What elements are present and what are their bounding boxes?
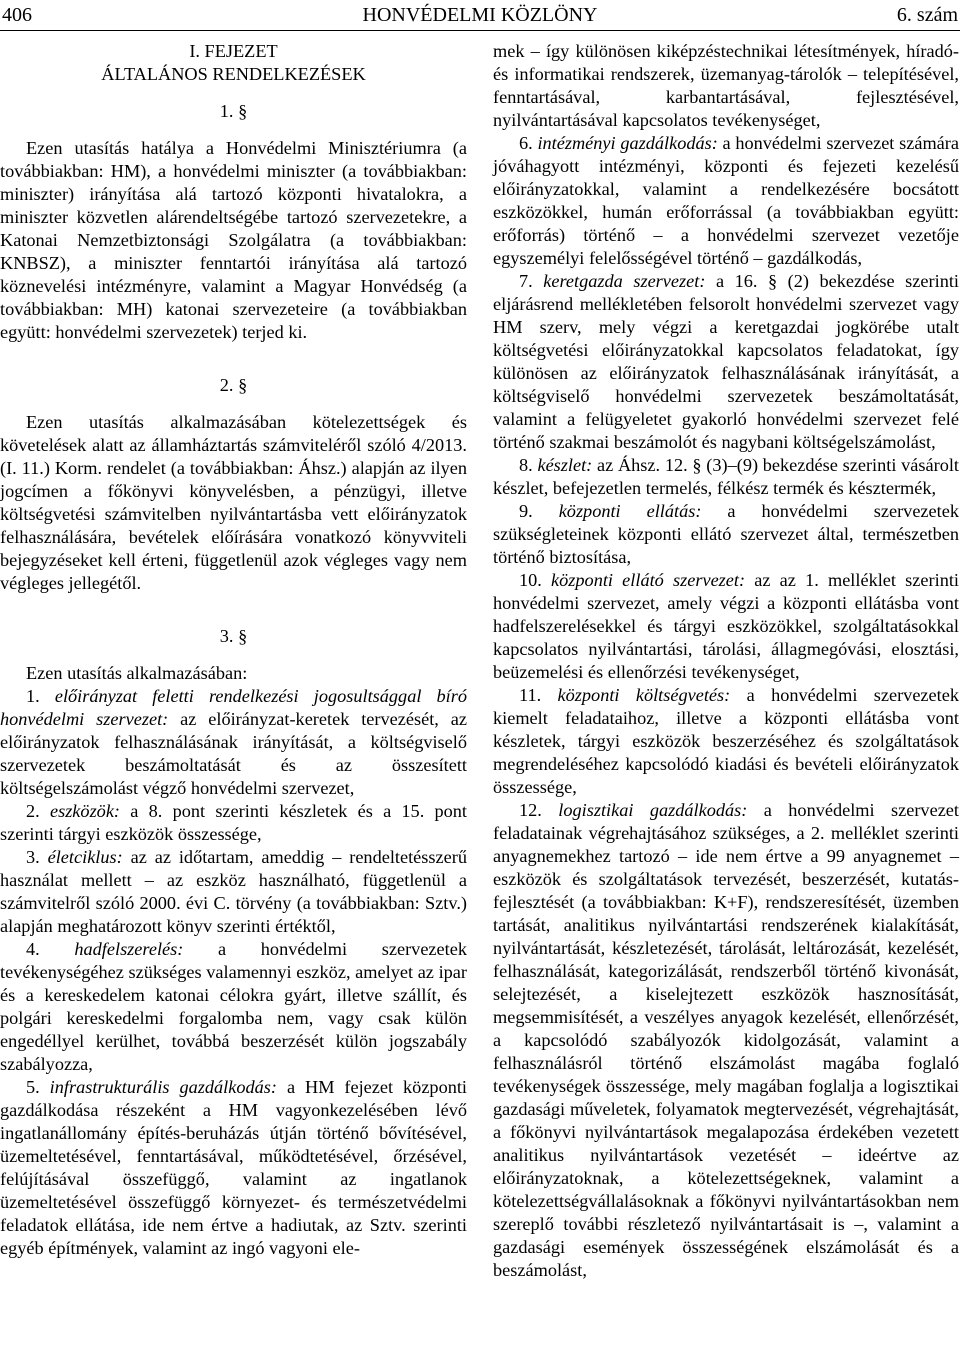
definition-number: 8. [519, 455, 533, 475]
definition-text: a honvédelmi szervezetek szükségleteinek központi ellátó szervezet által, természetben történő biztosítása, [493, 501, 959, 567]
definition-6 [493, 132, 959, 270]
definition-4 [0, 938, 467, 1076]
section-2-heading: 2. § [219, 375, 248, 395]
definition-10 [493, 569, 959, 684]
section-3-heading: 3. § [219, 626, 248, 646]
section-2-text: Ezen utasítás alkalmazásában kötelezettségek és követelések alatt az államháztartás számviteléről szóló 4/2013. (I. 11.) Korm. rendelet (a továbbiakban: Áhsz.) alapján az ilyen jogcímen a főkönyvi könyvelésben, a pénzügyi, illetve költségvetési számvitelben nyilvántartásba vett előirányzatok felhasználására, bevételek előírására vonatkozó könyvviteli bejegyzéseket kell érteni, függetlenül azok végleges vagy nem végleges jellegétől. [0, 412, 467, 593]
definition-number: 9. [519, 501, 533, 521]
definition-3 [0, 846, 467, 938]
definition-11 [493, 684, 959, 799]
right-column [493, 40, 959, 1282]
issue-number: 6. szám [896, 4, 958, 26]
definition-text: a HM fejezet központi gazdálkodása részeként a HM vagyonkezelésében lévő ingatlanállomány építés-beruházás útján történő bővítésével, üzemeltetésével, fenntartásával, működtetésével, őrzésével, felújításával összefüggő, valamint az ingatlanok üzemeltetésével összefüggő környezet- és természetvédelmi feladatok ellátása, ide nem értve a hadiutak, az Sztv. szerinti egyéb építmények, valamint az ingó vagyoni ele- [0, 1077, 468, 1258]
definition-term: keretgazda szervezet: [543, 271, 706, 291]
definition-number: 3. [26, 847, 40, 867]
definition-term: központi ellátás: [558, 501, 702, 521]
journal-title: HONVÉDELMI KÖZLÖNY [362, 4, 598, 26]
definition-number: 4. [26, 939, 40, 959]
definition-text: a honvédelmi szervezetek kiemelt feladataihoz, illetve a központi ellátásba vont készletek, tárgyi eszközök beszerzéséhez és szolgáltatások megrendeléséhez kapcsolódó kiadási és bevételi előirányzatok összessége, [493, 685, 959, 797]
definition-number: 5. [26, 1077, 40, 1097]
definition-text: a 8. pont szerinti készletek és a 15. pont szerinti tárgyi eszközök összessége, [0, 801, 468, 844]
definition-number: 12. [519, 800, 542, 820]
definition-1 [0, 685, 467, 800]
running-header [0, 0, 960, 30]
definition-number: 11. [519, 685, 542, 705]
section-1-text: Ezen utasítás hatálya a Honvédelmi Minisztériumra (a továbbiakban: HM), a honvédelmi miniszter (a továbbiakban: miniszter) irányítása alá tartozó központi hivatalokra, a miniszter közvetlen alárendeltségébe tartozó szervezetekre, a Katonai Nemzetbiztonsági Szolgálatra (a továbbiakban: KNBSZ), a miniszter fenntartói irányítása alá tartozó köznevelési intézményre, valamint a Magyar Honvédség (a továbbiakban: MH) katonai szervezeteire (a továbbiakban együtt: honvédelmi szervezetek) terjed ki. [0, 138, 467, 342]
definition-term: életciklus: [47, 847, 123, 867]
header-rule-right [480, 30, 960, 31]
definition-number: 7. [519, 271, 533, 291]
definition-term: központi ellátó szervezet: [551, 570, 746, 590]
definition-text: a 16. § (2) bekezdése szerinti eljárásrend mellékletében felsorolt honvédelmi szervezet vagy HM szerv, mely végzi a keretgazdai jogkörébe utalt költségvetési előirányzatokkal kapcsolatos feladatokat, így különösen az előirányzatok felhasználásának irányítását, a költségviselő honvédelmi szervezetek beszámoltatását, valamint a felügyeletet gyakorló honvédelmi szervezet felé történő szakmai beszámolót és nagybani költségelszámolást, [493, 271, 959, 452]
definition-text: az az 1. melléklet szerinti honvédelmi szervezet, amely végzi a központi ellátásba vont hadfelszerelésekkel és tárgyi eszközökkel, szolgáltatásokkal kapcsolatos nyilvántartási, tárolási, állagmegóvási, elosztási, beüzemelési és ellenőrzési tevékenységet, [493, 570, 959, 682]
definition-5 [0, 1076, 467, 1260]
definition-term: központi költségvetés: [557, 685, 731, 705]
definition-text: az Áhsz. 12. § (3)–(9) bekezdése szerinti vásárolt készlet, befejezetlen termelés, félkész termék és késztermék, [493, 455, 959, 498]
definition-text: az előirányzat-keretek tervezését, az előirányzatok felhasználásának irányítását, a költségviselő szervezetek beszámoltatását és az összesített költségelszámolást végző honvédelmi szervezet, [0, 709, 467, 798]
definition-term: hadfelszerelés: [74, 939, 184, 959]
definition-term: intézményi gazdálkodás: [537, 133, 718, 153]
definition-7 [493, 270, 959, 454]
page-number: 406 [2, 4, 32, 26]
section-3-intro: Ezen utasítás alkalmazásában: [26, 663, 248, 683]
definition-text: a honvédelmi szervezet feladatainak végrehajtásához szükséges, a 2. melléklet szerinti anyagnemekhez tartozó – ide nem értve a 99 anyagnemet – eszközök és szolgáltatások tervezését, beszerzését, kutatás-fejlesztését (a továbbiakban: K+F), rendszeresítését, üzemben tartását, analitikus nyilvántartási rendszerének kialakítását, nyilvántartását, készletezését, tárolását, leltározását, kezelését, felhasználását, kategorizálását, rendszerből történő kivonását, selejtezését, a kiselejtezett eszközök hasznosítását, megsemmisítését, a veszélyes anyagok kezelését, ellenőrzését, a kapcsolódó szabályozók kidolgozását, valamint a felhasználásról történő elszámolást magába foglaló tevékenységek összessége, mely magában foglalja a logisztikai gazdasági műveletek, folyamatok megtervezését, végrehajtását, a főkönyvi nyilvántartások megalapozása érdekében vezetett analitikus nyilvántartások vezetését – ideértve az előirányzatoknak, a kötelezettségeknek, valamint a kötelezettségvállalásoknak a főkönyvi nyilvántartásokban nem szereplő további részletező nyilvántartásait is –, valamint a gazdasági események összességének elszámolását és a beszámolást, [493, 800, 959, 1280]
definition-term: eszközök: [49, 801, 121, 821]
definition-term: előirányzat feletti rendelkezési jogosultsággal bíró honvédelmi szervezet: [0, 686, 467, 729]
definition-2 [0, 800, 467, 846]
definition-12 [493, 799, 959, 1282]
definition-text: a honvédelmi szervezet számára jóváhagyott intézményi, központi és fejezeti kezelésű előirányzatokkal, valamint a rendelkezésére bocsátott eszközökkel, humán erőforrással (a továbbiakban együtt: erőforrás) történő – a honvédelmi szervezet vezetője egyszemélyi felelősségével történő – gazdálkodás, [493, 133, 959, 268]
header-rule-left [0, 30, 480, 31]
left-column [0, 40, 467, 1260]
chapter-heading: I. FEJEZET [189, 41, 278, 61]
definition-number: 2. [26, 801, 40, 821]
section-1-heading: 1. § [219, 101, 248, 121]
definition-term: készlet: [537, 455, 593, 475]
continued-text: mek – így különösen kiképzéstechnikai létesítmények, híradó- és informatikai rendszerek, üzemanyag-tárolók – telepítésével, fenntartásával, karbantartásával, fejlesztésével, nyilvántartásával kapcsolatos tevékenységet, [493, 41, 959, 130]
definition-number: 1. [26, 686, 40, 706]
definition-number: 6. [519, 133, 533, 153]
chapter-title: ÁLTALÁNOS RENDELKEZÉSEK [101, 64, 366, 84]
definition-9 [493, 500, 959, 569]
definition-number: 10. [519, 570, 542, 590]
definition-text: az az időtartam, ameddig – rendeltetésszerű használat mellett – az eszköz használható, függetlenül a számvitelről szóló 2000. évi C. törvény (a továbbiakban: Sztv.) alapján meghatározott könyv szerinti értéktől, [0, 847, 467, 936]
definition-8 [493, 454, 959, 500]
definition-text: a honvédelmi szervezetek tevékenységéhez szükséges valamennyi eszköz, amelyet az ipar és a kereskedelem katonai célokra gyárt, illetve szállít, és polgári kereskedelmi forgalomba nem, vagy csak külön engedéllyel kerülhet, továbbá beszerzését külön jogszabály szabályozza, [0, 939, 467, 1074]
definition-term: infrastrukturális gazdálkodás: [49, 1077, 277, 1097]
definition-term: logisztikai gazdálkodás: [558, 800, 748, 820]
